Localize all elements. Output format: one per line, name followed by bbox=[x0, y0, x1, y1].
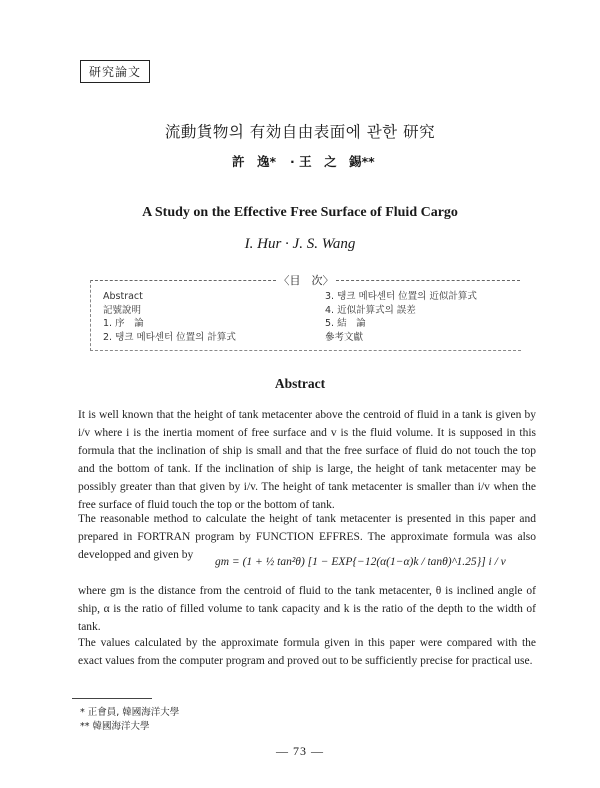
footnote-2: ** 韓國海洋大學 bbox=[80, 721, 150, 732]
toc-item: 2. 탱크 메타센터 位置의 計算式 bbox=[103, 331, 236, 343]
toc-heading: 〈目 次〉 bbox=[278, 274, 334, 287]
toc-item: 參考文獻 bbox=[325, 331, 364, 343]
footnote-1: * 正會員, 韓國海洋大學 bbox=[80, 707, 180, 718]
abstract-paragraph-3: where gm is the distance from the centroid of fluid to the tank metacenter, θ is inclined angle of ship, α is the ratio of filled volume to tank capacity and k is the ratio of the depth to the width of tank. bbox=[78, 585, 536, 633]
korean-author-1: 許 逸* bbox=[232, 154, 277, 169]
abstract-paragraph-2: The reasonable method to calculate the height of tank metacenter is presented in this paper and prepared in FORTRAN program by FUNCTION EFFRES. The approximate formula was also developped and given by bbox=[78, 513, 536, 561]
abstract-paragraph-4: The values calculated by the approximate formula given in this paper were compared with the exact values from the computer program and proved out to be sufficiently precise for practical use. bbox=[78, 637, 536, 667]
toc-item: 5. 結 論 bbox=[325, 318, 366, 329]
toc-item: 4. 近似計算式의 誤差 bbox=[325, 304, 416, 316]
approximate-formula: gm = (1 + ½ tan²θ) [1 − EXP{−12(α(1−α)k / tanθ)^1.25}] i / v bbox=[215, 556, 506, 568]
korean-title: 流動貨物의 有効自由表面에 관한 研究 bbox=[164, 123, 436, 141]
toc-column-left bbox=[103, 290, 236, 344]
toc-item: 記號說明 bbox=[103, 304, 142, 316]
english-authors: I. Hur · J. S. Wang bbox=[244, 236, 356, 252]
toc-item: Abstract bbox=[103, 291, 143, 302]
section-label: 研究論文 bbox=[80, 60, 150, 83]
table-of-contents bbox=[90, 280, 521, 351]
abstract-heading: Abstract bbox=[274, 376, 326, 391]
toc-item: 3. 탱크 메타센터 位置의 近似計算式 bbox=[325, 291, 477, 302]
toc-column-right bbox=[325, 290, 477, 344]
footnote-rule bbox=[72, 698, 152, 699]
page-number: — 73 — bbox=[276, 744, 324, 758]
english-title: A Study on the Effective Free Surface of Fluid Cargo bbox=[142, 205, 458, 220]
korean-author-2: · 王 之 錫** bbox=[290, 154, 375, 169]
abstract-paragraph-1: It is well known that the height of tank metacenter above the centroid of fluid in a tank is given by i/v where i is the inertia moment of free surface and v is the fluid volume. It is supposed in this formula that the inclination of ship is small and that the free surface of fluid do not touch the top and the bottom of tank. If the inclination of ship is large, the height of tank metacenter may be possibly greater than that given by i/v. The height of tank metacenter is smaller than i/v when the free surface of fluid touch the top or the bottom of tank. bbox=[78, 409, 536, 511]
toc-item: 1. 序 論 bbox=[103, 318, 144, 329]
